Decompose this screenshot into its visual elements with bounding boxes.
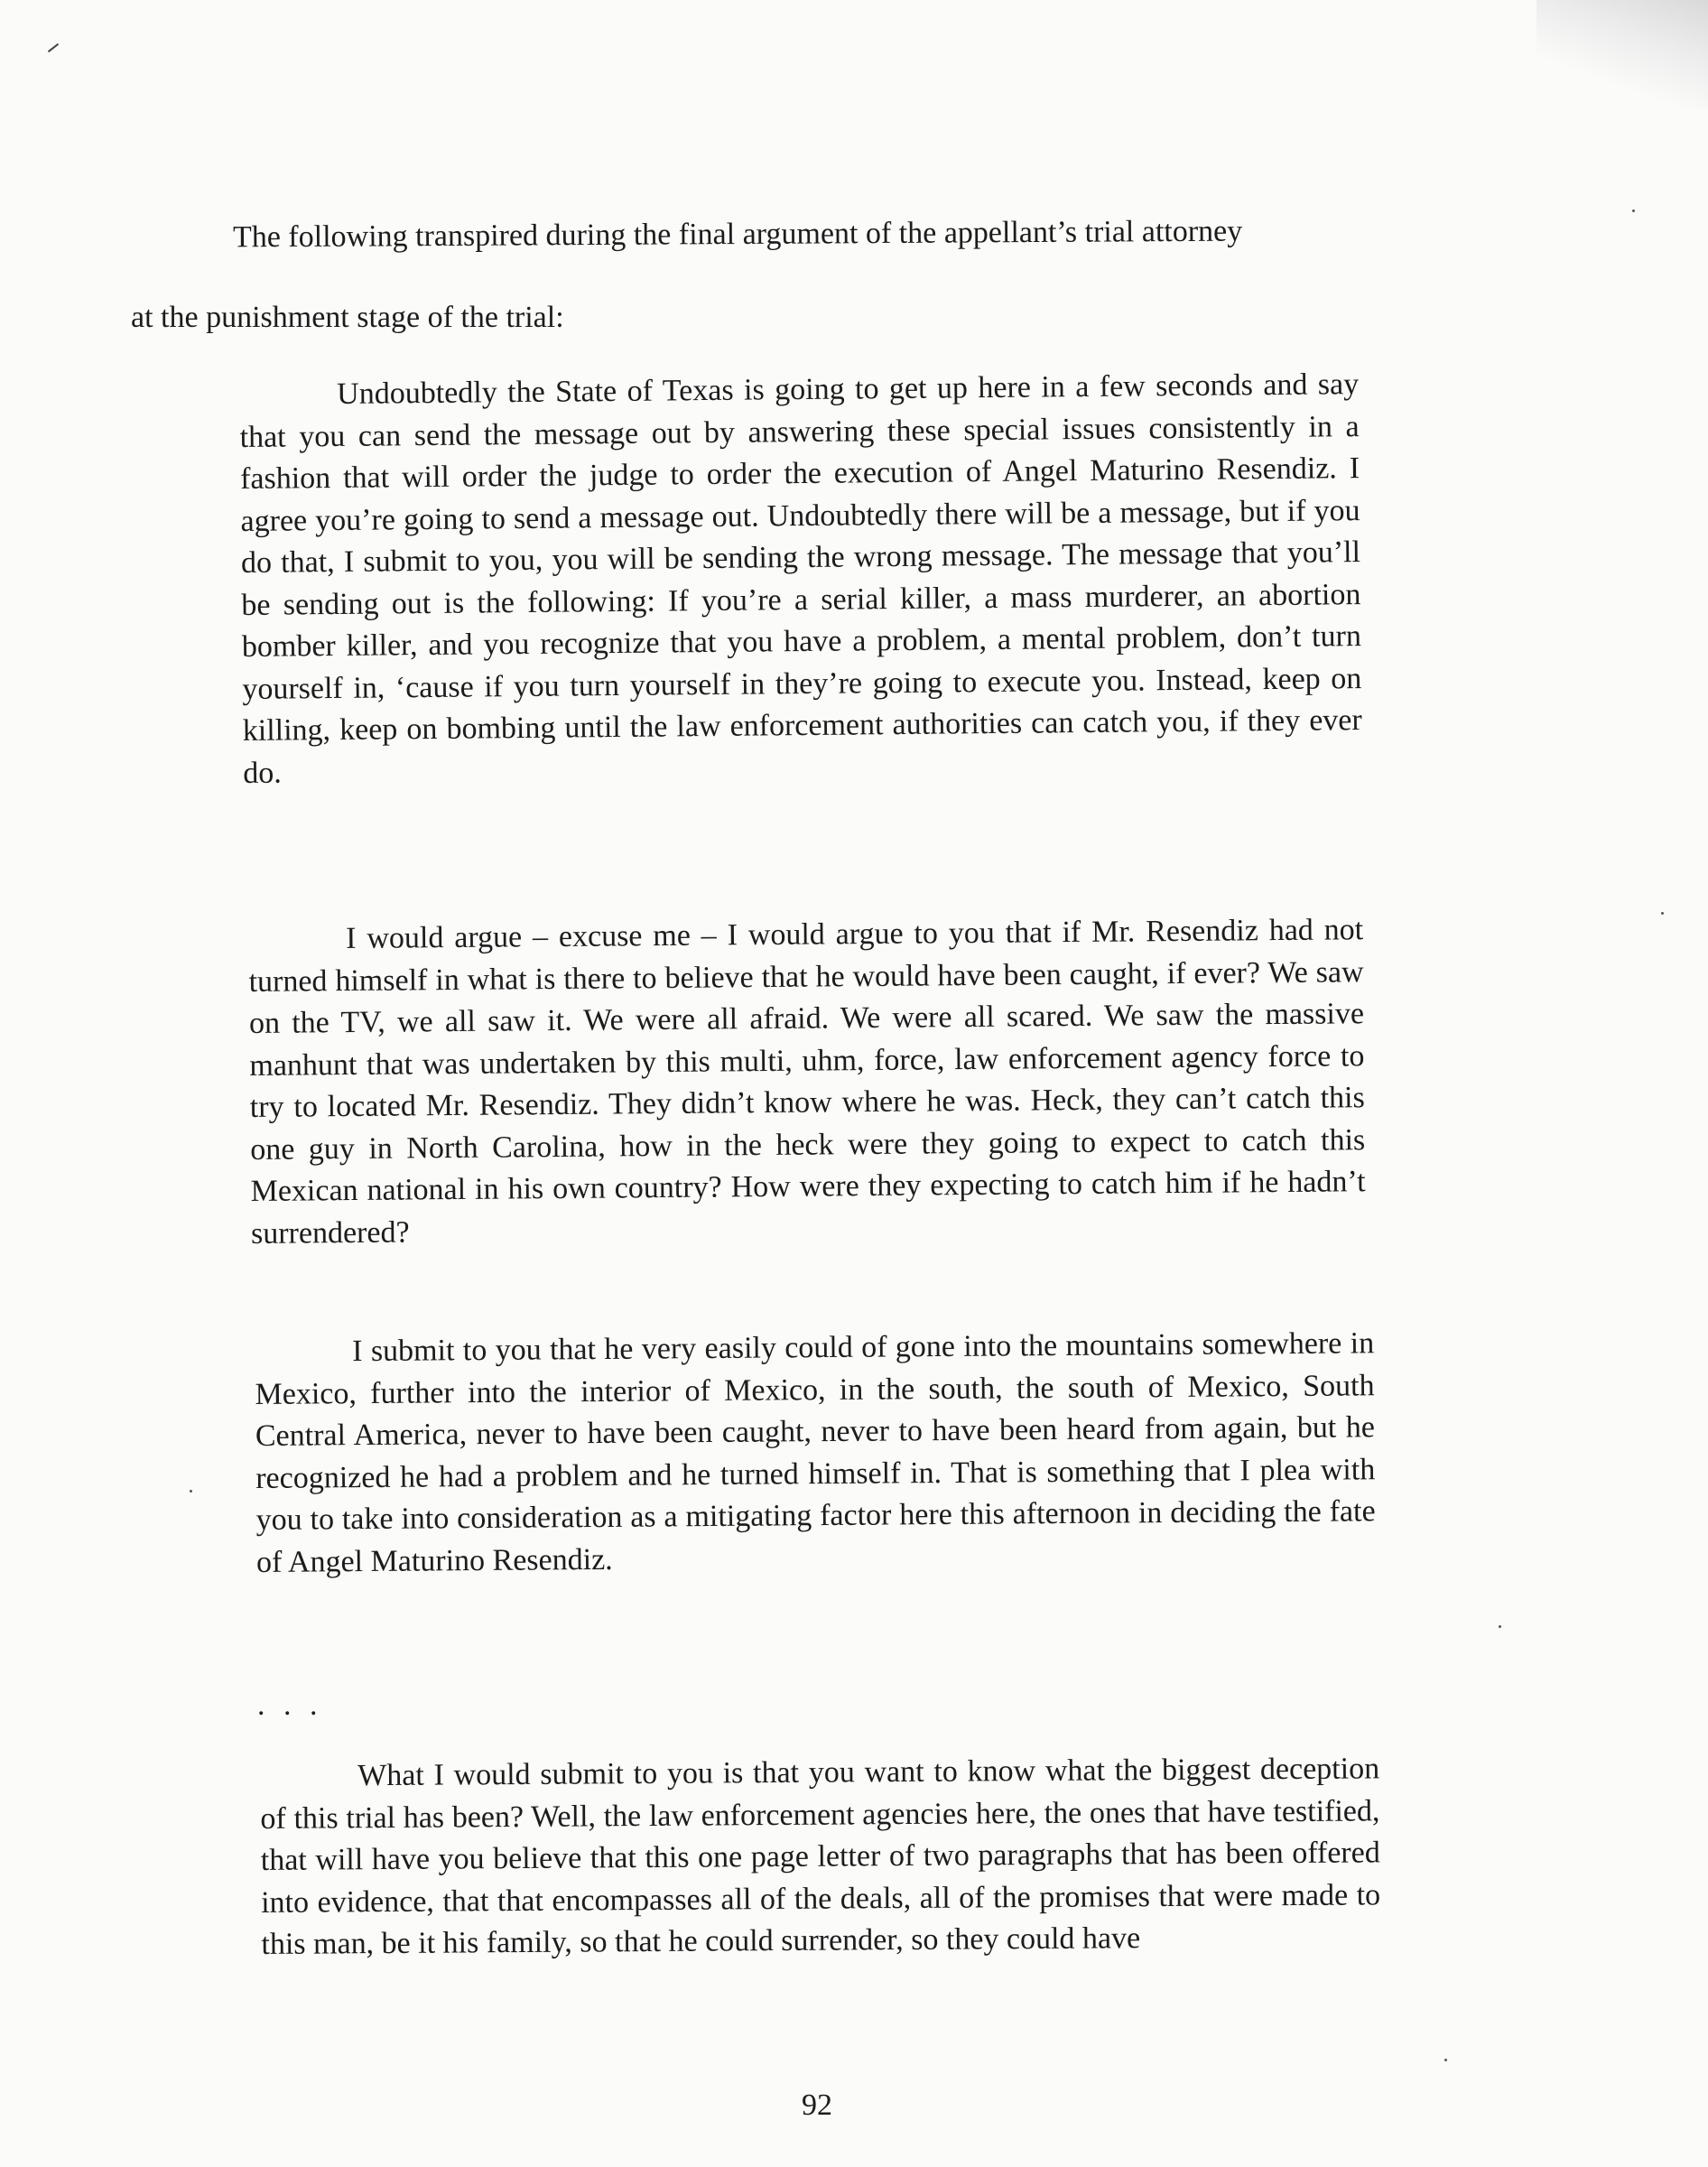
quote-paragraph-2: I would argue – excuse me – I would argue to you that if Mr. Resendiz had not turned himself in what is there to believe that he would have been caught, if ever? We saw on the TV, we all saw it. We were all afraid. We were all scared. We saw the massive manhunt that was undertaken by this multi, uhm, force, law enforcement agency force to try to located Mr. Resendiz. They didn’t know where he was. Heck, they can’t catch this one guy in North Carolina, how in the heck were they going to expect to catch this Mexican national in his own country? How were they expecting to catch him if he hadn’t surrendered?: [248, 913, 1366, 1251]
scan-speck: [1661, 912, 1664, 915]
page-corner-fold: [1536, 0, 1708, 108]
scan-speck: [1499, 1625, 1501, 1628]
scan-speck: [190, 1490, 192, 1493]
ellipsis: . . .: [257, 1688, 323, 1722]
pen-mark: [48, 43, 59, 52]
intro-line-2: at the punishment stage of the trial:: [131, 301, 564, 334]
quote-paragraph-1: Undoubtedly the State of Texas is going to get up here in a few seconds and say that you can send the message out by answering these special issues consistently in a fashion that will order the judge to order the execution of Angel Maturino Resendiz. I agree you’re going to send a message out. Undoubtedly there will be a message, but if you do that, I submit to you, you will be sending the wrong message. The message that you’ll be sending out is the following: If you’re a serial killer, a mass murderer, an abortion bomber killer, and you recognize that you have a problem, a mental problem, don’t turn yourself in, ‘cause if you turn yourself in they’re going to execute you. Instead, keep on killing, keep on bombing until the law enforcement authorities can catch you, if they ever do.: [239, 367, 1362, 790]
scan-speck: [1632, 209, 1635, 212]
quote-paragraph-4: What I would submit to you is that you want to know what the biggest deception of this trial has been? Well, the law enforcement agencies here, the ones that have testified, that will have you believe that this one page letter of two paragraphs that has been offered into evidence, that that encompasses all of the deals, all of the promises that were made to this man, be it his family, so that he could surrender, so they could have: [260, 1752, 1381, 1961]
page-number: 92: [802, 2088, 832, 2122]
intro-line-1: The following transpired during the final argument of the appellant’s trial attorney: [232, 214, 1243, 255]
quote-paragraph-3: I submit to you that he very easily could of gone into the mountains somewhere in Mexico, further into the interior of Mexico, in the south, the south of Mexico, South Central America, never to have been caught, never to have been heard from again, but he recognized he had a problem and he turned himself in. That is something that I plea with you to take into consideration as a mitigating factor here this afternoon in deciding the fate of Angel Maturino Resendiz.: [255, 1326, 1376, 1579]
scan-speck: [1444, 2059, 1447, 2061]
